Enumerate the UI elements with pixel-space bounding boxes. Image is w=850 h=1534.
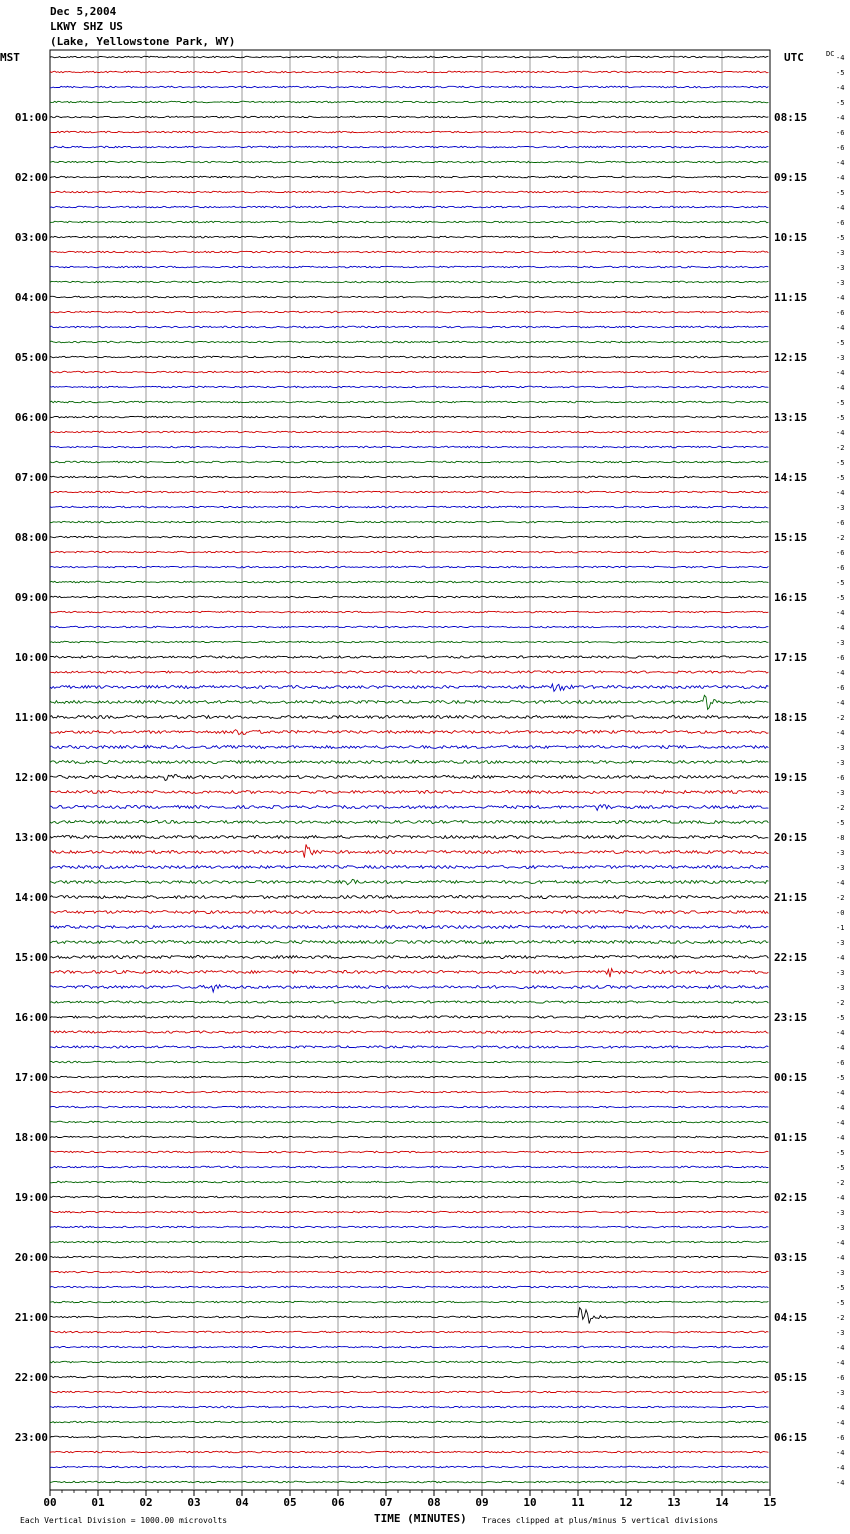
trace-line bbox=[50, 281, 768, 283]
dc-offset: -2 bbox=[836, 999, 845, 1007]
hour-label-mst: 22:00 bbox=[14, 1371, 48, 1384]
dc-offset: -4 bbox=[836, 294, 845, 302]
dc-offset: -5 bbox=[836, 1074, 845, 1082]
trace-line bbox=[50, 1451, 768, 1453]
dc-offset: -4 bbox=[836, 54, 845, 62]
trace-line bbox=[50, 101, 768, 103]
dc-offset: -6 bbox=[836, 1059, 845, 1067]
x-tick-label: 05 bbox=[283, 1496, 297, 1509]
dc-offset: -3 bbox=[836, 264, 845, 272]
trace-line bbox=[50, 131, 768, 133]
dc-offset: -3 bbox=[836, 939, 845, 947]
trace-line bbox=[50, 536, 768, 538]
trace-line bbox=[50, 191, 768, 193]
trace-line bbox=[50, 341, 768, 343]
trace-line bbox=[50, 506, 768, 508]
trace-line bbox=[50, 866, 768, 869]
dc-offset: -3 bbox=[836, 1329, 845, 1337]
trace-line bbox=[50, 626, 768, 628]
trace-line bbox=[50, 1106, 768, 1108]
dc-offset: -4 bbox=[836, 1104, 845, 1112]
dc-offset: -4 bbox=[836, 1404, 845, 1412]
dc-offset: -5 bbox=[836, 819, 845, 827]
dc-offset: -5 bbox=[836, 339, 845, 347]
hour-label-mst: 10:00 bbox=[14, 651, 48, 664]
timezone-mst: MST bbox=[0, 51, 20, 64]
trace-line bbox=[50, 1091, 768, 1093]
trace-line bbox=[50, 926, 768, 929]
trace-line bbox=[50, 176, 768, 178]
trace-line bbox=[50, 761, 768, 764]
dc-offset: -5 bbox=[836, 459, 845, 467]
dc-offset: -2 bbox=[836, 534, 845, 542]
dc-offset: -6 bbox=[836, 654, 845, 662]
trace-line bbox=[50, 791, 768, 794]
trace-line bbox=[50, 671, 768, 673]
dc-offset: -5 bbox=[836, 594, 845, 602]
seismic-traces bbox=[50, 56, 768, 1483]
hour-label-mst: 02:00 bbox=[14, 171, 48, 184]
hour-label-utc: 00:15 bbox=[774, 1071, 808, 1084]
trace-line bbox=[50, 116, 768, 118]
dc-offset: -4 bbox=[836, 1239, 845, 1247]
x-tick-label: 11 bbox=[571, 1496, 585, 1509]
trace-line bbox=[50, 1466, 768, 1468]
dc-offset: -4 bbox=[836, 729, 845, 737]
hour-label-mst: 18:00 bbox=[14, 1131, 48, 1144]
hour-label-utc: 15:15 bbox=[774, 531, 808, 544]
trace-line bbox=[50, 551, 768, 553]
hour-label-mst: 12:00 bbox=[14, 771, 48, 784]
trace-line bbox=[50, 1076, 768, 1078]
trace-line bbox=[50, 71, 768, 73]
hour-label-mst: 08:00 bbox=[14, 531, 48, 544]
dc-offset: -5 bbox=[836, 474, 845, 482]
trace-line bbox=[50, 371, 768, 373]
dc-offset: -2 bbox=[836, 894, 845, 902]
hour-label-utc: 16:15 bbox=[774, 591, 808, 604]
hour-label-mst: 13:00 bbox=[14, 831, 48, 844]
trace-line bbox=[50, 775, 768, 781]
grid-lines bbox=[50, 50, 770, 1490]
trace-line bbox=[50, 236, 768, 238]
trace-line bbox=[50, 326, 768, 328]
dc-offset: -4 bbox=[836, 1029, 845, 1037]
clip-note: Traces clipped at plus/minus 5 vertical divisions bbox=[482, 1516, 719, 1525]
trace-line bbox=[50, 86, 768, 88]
hour-label-utc: 05:15 bbox=[774, 1371, 808, 1384]
trace-line bbox=[50, 431, 768, 433]
trace-line bbox=[50, 969, 768, 978]
trace-line bbox=[50, 596, 768, 598]
x-tick-label: 09 bbox=[475, 1496, 489, 1509]
dc-offset: -3 bbox=[836, 279, 845, 287]
trace-line bbox=[50, 611, 768, 613]
trace-line bbox=[50, 805, 768, 811]
trace-line bbox=[50, 251, 768, 253]
dc-offset: -3 bbox=[836, 984, 845, 992]
trace-line bbox=[50, 684, 768, 691]
hour-label-mst: 07:00 bbox=[14, 471, 48, 484]
dc-offset: -4 bbox=[836, 879, 845, 887]
trace-line bbox=[50, 1376, 768, 1378]
dc-offset: -4 bbox=[836, 1254, 845, 1262]
dc-offset: -3 bbox=[836, 249, 845, 257]
dc-offset: -6 bbox=[836, 144, 845, 152]
dc-offset: -3 bbox=[836, 969, 845, 977]
dc-offset: -4 bbox=[836, 174, 845, 182]
trace-line bbox=[50, 1196, 768, 1198]
trace-line bbox=[50, 1211, 768, 1213]
trace-line bbox=[50, 1031, 768, 1033]
hour-label-mst: 16:00 bbox=[14, 1011, 48, 1024]
dc-offset: -3 bbox=[836, 1269, 845, 1277]
trace-line bbox=[50, 1136, 768, 1138]
hour-label-utc: 03:15 bbox=[774, 1251, 808, 1264]
trace-line bbox=[50, 1151, 768, 1153]
dc-offset: -4 bbox=[836, 84, 845, 92]
hour-label-mst: 17:00 bbox=[14, 1071, 48, 1084]
dc-offset: -4 bbox=[836, 1359, 845, 1367]
trace-line bbox=[50, 161, 768, 163]
trace-line bbox=[50, 821, 768, 824]
trace-line bbox=[50, 844, 768, 857]
dc-offset: -3 bbox=[836, 354, 845, 362]
hour-label-utc: 01:15 bbox=[774, 1131, 808, 1144]
dc-offset: -5 bbox=[836, 1299, 845, 1307]
x-tick-label: 10 bbox=[523, 1496, 537, 1509]
trace-line bbox=[50, 1271, 768, 1273]
hour-label-utc: 20:15 bbox=[774, 831, 808, 844]
axis-labels bbox=[0, 50, 844, 1525]
dc-offset: -4 bbox=[836, 1089, 845, 1097]
dc-offset: -4 bbox=[836, 624, 845, 632]
dc-offset: -6 bbox=[836, 519, 845, 527]
hour-label-mst: 05:00 bbox=[14, 351, 48, 364]
dc-offset: -2 bbox=[836, 1179, 845, 1187]
trace-line bbox=[50, 296, 768, 298]
trace-line bbox=[50, 896, 768, 899]
trace-line bbox=[50, 1241, 768, 1243]
trace-line bbox=[50, 1481, 768, 1483]
x-tick-label: 02 bbox=[139, 1496, 153, 1509]
hour-label-utc: 12:15 bbox=[774, 351, 808, 364]
trace-line bbox=[50, 1226, 768, 1228]
trace-line bbox=[50, 641, 768, 643]
dc-offset: -4 bbox=[836, 204, 845, 212]
trace-line bbox=[50, 1286, 768, 1288]
x-tick-label: 14 bbox=[715, 1496, 729, 1509]
x-tick-label: 00 bbox=[43, 1496, 57, 1509]
hour-label-mst: 21:00 bbox=[14, 1311, 48, 1324]
dc-offset: -5 bbox=[836, 414, 845, 422]
dc-offset: -2 bbox=[836, 444, 845, 452]
trace-line bbox=[50, 1436, 768, 1438]
dc-offset: -3 bbox=[836, 1389, 845, 1397]
hour-label-utc: 18:15 bbox=[774, 711, 808, 724]
trace-line bbox=[50, 581, 768, 583]
dc-offset: -3 bbox=[836, 864, 845, 872]
hour-label-mst: 09:00 bbox=[14, 591, 48, 604]
dc-offset: -2 bbox=[836, 804, 845, 812]
trace-line bbox=[50, 1301, 768, 1303]
hour-label-mst: 14:00 bbox=[14, 891, 48, 904]
dc-offset: -6 bbox=[836, 129, 845, 137]
trace-line bbox=[50, 1061, 768, 1063]
x-tick-label: 07 bbox=[379, 1496, 393, 1509]
dc-offset: -4 bbox=[836, 429, 845, 437]
trace-line bbox=[50, 1256, 768, 1258]
trace-line bbox=[50, 1361, 768, 1363]
dc-offset: -3 bbox=[836, 1209, 845, 1217]
dc-label: DC bbox=[826, 50, 835, 58]
hour-label-utc: 21:15 bbox=[774, 891, 808, 904]
hour-label-utc: 23:15 bbox=[774, 1011, 808, 1024]
dc-offset: -3 bbox=[836, 849, 845, 857]
trace-line bbox=[50, 476, 768, 478]
dc-offset: -6 bbox=[836, 219, 845, 227]
x-tick-label: 12 bbox=[619, 1496, 633, 1509]
hour-label-utc: 02:15 bbox=[774, 1191, 808, 1204]
hour-label-utc: 17:15 bbox=[774, 651, 808, 664]
dc-offset: -5 bbox=[836, 1284, 845, 1292]
hour-label-utc: 13:15 bbox=[774, 411, 808, 424]
trace-line bbox=[50, 1346, 768, 1348]
hour-label-mst: 04:00 bbox=[14, 291, 48, 304]
hour-label-mst: 11:00 bbox=[14, 711, 48, 724]
dc-offset: -4 bbox=[836, 369, 845, 377]
hour-label-utc: 10:15 bbox=[774, 231, 808, 244]
dc-offset: -5 bbox=[836, 1014, 845, 1022]
trace-line bbox=[50, 879, 768, 884]
trace-line bbox=[50, 221, 768, 223]
trace-line bbox=[50, 911, 768, 914]
dc-offset: -4 bbox=[836, 1119, 845, 1127]
header-station: LKWY SHZ US bbox=[50, 20, 123, 33]
trace-line bbox=[50, 941, 768, 944]
hour-label-mst: 20:00 bbox=[14, 1251, 48, 1264]
dc-offset: -3 bbox=[836, 639, 845, 647]
dc-offset: -6 bbox=[836, 1374, 845, 1382]
hour-label-utc: 19:15 bbox=[774, 771, 808, 784]
trace-line bbox=[50, 1308, 768, 1324]
dc-offset: -4 bbox=[836, 489, 845, 497]
dc-offset: -4 bbox=[836, 159, 845, 167]
trace-line bbox=[50, 386, 768, 388]
x-axis-label: TIME (MINUTES) bbox=[374, 1512, 467, 1525]
dc-offset: -3 bbox=[836, 1224, 845, 1232]
hour-label-mst: 15:00 bbox=[14, 951, 48, 964]
dc-offset: -4 bbox=[836, 1194, 845, 1202]
trace-line bbox=[50, 730, 768, 735]
x-tick-label: 13 bbox=[667, 1496, 681, 1509]
plot-frame bbox=[50, 50, 770, 1490]
dc-offset: -5 bbox=[836, 69, 845, 77]
x-tick-label: 01 bbox=[91, 1496, 105, 1509]
dc-offset: -4 bbox=[836, 1479, 845, 1487]
trace-line bbox=[50, 356, 768, 358]
dc-offset: -8 bbox=[836, 834, 845, 842]
dc-offset: -4 bbox=[836, 609, 845, 617]
scale-note: Each Vertical Division = 1000.00 microvolts bbox=[20, 1516, 228, 1525]
x-tick-label: 06 bbox=[331, 1496, 345, 1509]
trace-line bbox=[50, 1181, 768, 1183]
header-date: Dec 5,2004 bbox=[50, 5, 117, 18]
dc-offset: -6 bbox=[836, 549, 845, 557]
trace-line bbox=[50, 1016, 768, 1018]
hour-label-utc: 22:15 bbox=[774, 951, 808, 964]
trace-line bbox=[50, 566, 768, 568]
dc-offset: -3 bbox=[836, 759, 845, 767]
dc-offset: -5 bbox=[836, 189, 845, 197]
dc-offset: -5 bbox=[836, 1164, 845, 1172]
trace-line bbox=[50, 1406, 768, 1408]
trace-line bbox=[50, 695, 768, 709]
dc-offset: -4 bbox=[836, 114, 845, 122]
dc-offset: -6 bbox=[836, 774, 845, 782]
dc-offset: -2 bbox=[836, 1314, 845, 1322]
trace-line bbox=[50, 146, 768, 148]
trace-line bbox=[50, 1046, 768, 1048]
dc-offset: -5 bbox=[836, 99, 845, 107]
trace-line bbox=[50, 416, 768, 418]
dc-offset: -4 bbox=[836, 384, 845, 392]
dc-offset: -4 bbox=[836, 1464, 845, 1472]
hour-label-utc: 06:15 bbox=[774, 1431, 808, 1444]
hour-label-utc: 04:15 bbox=[774, 1311, 808, 1324]
dc-offset: -3 bbox=[836, 744, 845, 752]
dc-offset: -4 bbox=[836, 1134, 845, 1142]
dc-offset: -1 bbox=[836, 924, 845, 932]
trace-line bbox=[50, 206, 768, 208]
dc-offset: -4 bbox=[836, 699, 845, 707]
trace-line bbox=[50, 56, 768, 58]
trace-line bbox=[50, 746, 768, 749]
hour-label-mst: 23:00 bbox=[14, 1431, 48, 1444]
header-location: (Lake, Yellowstone Park, WY) bbox=[50, 35, 236, 48]
hour-label-mst: 03:00 bbox=[14, 231, 48, 244]
dc-offset: -4 bbox=[836, 954, 845, 962]
trace-line bbox=[50, 656, 768, 658]
dc-offset: -3 bbox=[836, 504, 845, 512]
trace-line bbox=[50, 491, 768, 493]
dc-offset: -4 bbox=[836, 1044, 845, 1052]
trace-line bbox=[50, 401, 768, 403]
dc-offset: -5 bbox=[836, 579, 845, 587]
x-tick-label: 15 bbox=[763, 1496, 777, 1509]
trace-line bbox=[50, 446, 768, 448]
trace-line bbox=[50, 1421, 768, 1423]
hour-label-utc: 14:15 bbox=[774, 471, 808, 484]
dc-offset: -5 bbox=[836, 234, 845, 242]
dc-offset: -2 bbox=[836, 714, 845, 722]
x-tick-label: 04 bbox=[235, 1496, 249, 1509]
trace-line bbox=[50, 266, 768, 268]
trace-line bbox=[50, 716, 768, 719]
dc-offset: -4 bbox=[836, 1344, 845, 1352]
dc-offset: -4 bbox=[836, 1449, 845, 1457]
dc-offset: -6 bbox=[836, 1434, 845, 1442]
trace-line bbox=[50, 956, 768, 959]
hour-label-utc: 09:15 bbox=[774, 171, 808, 184]
dc-offset: -5 bbox=[836, 399, 845, 407]
dc-offset: -4 bbox=[836, 324, 845, 332]
hour-label-mst: 19:00 bbox=[14, 1191, 48, 1204]
dc-offset: -5 bbox=[836, 1149, 845, 1157]
x-tick-label: 03 bbox=[187, 1496, 201, 1509]
timezone-utc: UTC bbox=[784, 51, 804, 64]
dc-offset: -6 bbox=[836, 309, 845, 317]
dc-offset: -6 bbox=[836, 684, 845, 692]
dc-offset: -4 bbox=[836, 1419, 845, 1427]
trace-line bbox=[50, 985, 768, 992]
trace-line bbox=[50, 311, 768, 313]
trace-line bbox=[50, 1001, 768, 1003]
trace-line bbox=[50, 1121, 768, 1123]
dc-offset: -0 bbox=[836, 909, 845, 917]
hour-label-mst: 06:00 bbox=[14, 411, 48, 424]
dc-offset: -3 bbox=[836, 789, 845, 797]
trace-line bbox=[50, 461, 768, 463]
dc-offset: -6 bbox=[836, 564, 845, 572]
hour-label-utc: 08:15 bbox=[774, 111, 808, 124]
x-tick-label: 08 bbox=[427, 1496, 441, 1509]
trace-line bbox=[50, 1331, 768, 1333]
trace-line bbox=[50, 1391, 768, 1393]
dc-offset: -4 bbox=[836, 669, 845, 677]
trace-line bbox=[50, 836, 768, 839]
hour-label-mst: 01:00 bbox=[14, 111, 48, 124]
trace-line bbox=[50, 1166, 768, 1168]
trace-line bbox=[50, 521, 768, 523]
hour-label-utc: 11:15 bbox=[774, 291, 808, 304]
